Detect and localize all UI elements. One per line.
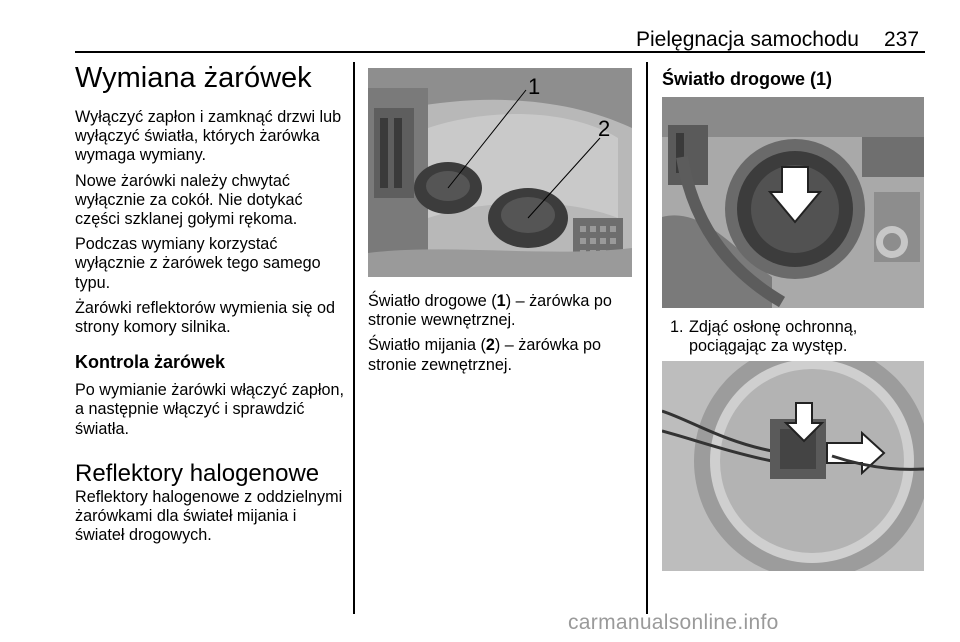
caption-high-beam: Światło drogowe (1) – żarówka po stronie wewnętrznej. [368,292,612,330]
column-3 [662,68,924,90]
figure-label-1: 1 [528,74,541,99]
column-divider-1 [353,62,355,614]
column-divider-2 [646,62,648,614]
cover-removal-figure [662,361,924,571]
paragraph-handle-bulbs: Nowe żarówki należy chwytać wyłącznie za cokół. Nie dotykać części szklanej gołymi rękoma. [75,171,303,229]
subheading-bulb-check: Kontrola żarówek [75,352,226,373]
high-beam-cover-figure [662,97,924,308]
subheading-high-beam: Światło drogowe (1) [662,69,833,89]
paragraph-engine-side: Żarówki reflektorów wymienia się od strony komory silnika. [75,298,335,337]
paragraph-halogen: Reflektory halogenowe z oddzielnymi żarówkami dla świateł mijania i świateł drogowych. [75,487,343,545]
step-1 [662,318,924,356]
paragraph-same-type: Podczas wymiany korzystać wyłącznie z żarówek tego samego typu. [75,235,321,292]
step-1-text: Zdjąć osłonę ochronną, pociągając za występ. [689,318,858,356]
column-2-captions [368,292,640,381]
watermark: carmanualsonline.info [568,611,779,634]
page-number: 237 [884,28,920,51]
caption-low-beam: Światło mijania (2) – żarówka po stronie zewnętrznej. [368,336,602,374]
paragraph-switch-off: Wyłączyć zapłon i zamknąć drzwi lub wyłączyć światła, których żarówka wymaga wymiany. [75,108,342,165]
step-list [662,318,924,356]
header-rule [75,51,925,53]
section-title: Wymiana żarówek [75,62,312,94]
figure-label-2: 2 [598,116,611,141]
column-1 [75,61,347,551]
paragraph-check: Po wymianie żarówki włączyć zapłon, a następnie włączyć i sprawdzić światła. [75,381,344,438]
headlamp-rear-figure [368,68,632,277]
running-header-title: Pielęgnacja samochodu [636,28,859,51]
subheading-halogen: Reflektory halogenowe [75,459,320,487]
step-1-number: 1. [670,318,684,336]
